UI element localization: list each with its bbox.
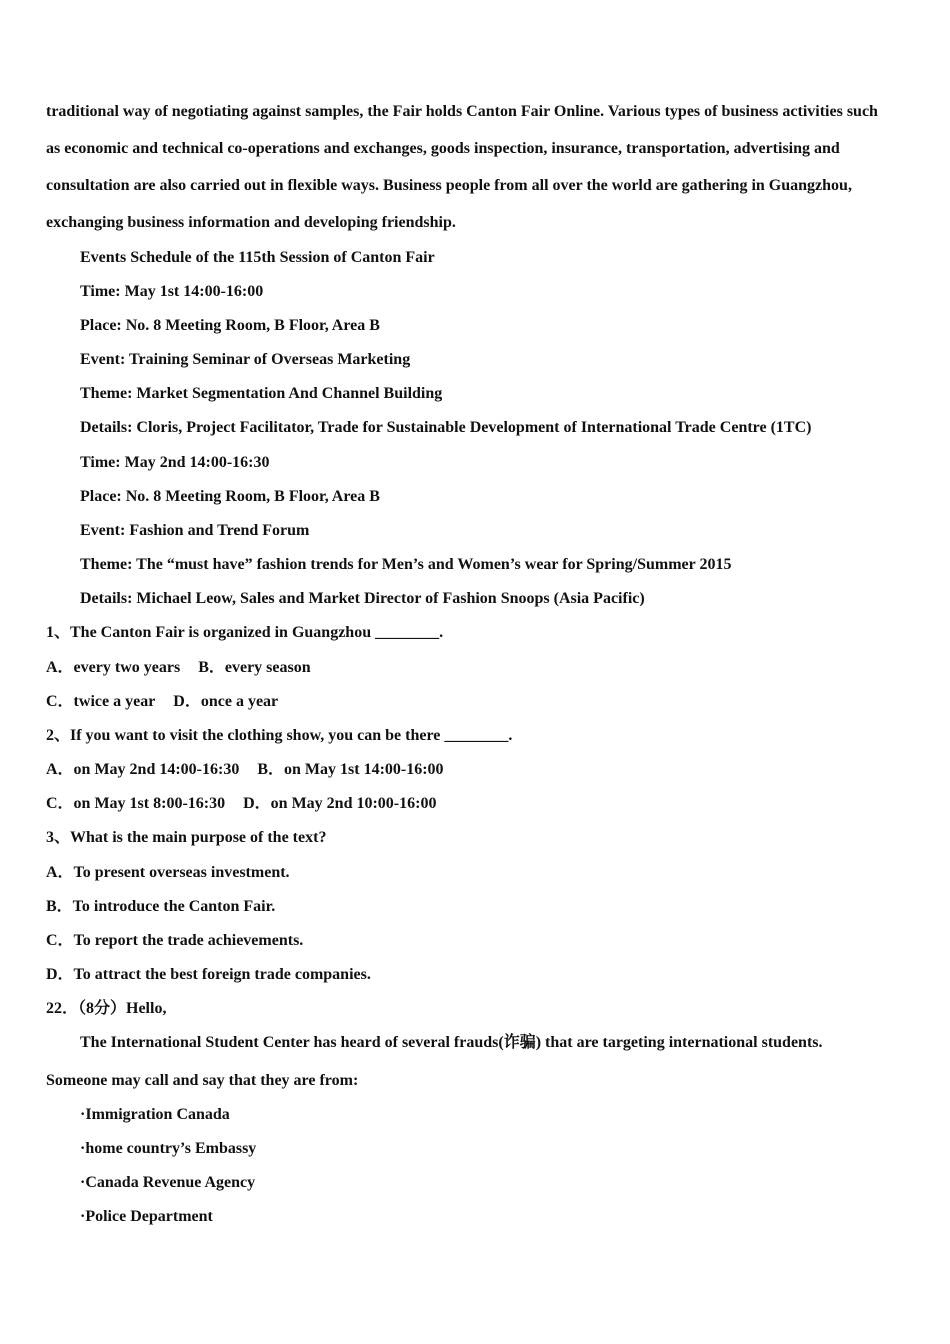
event2-theme: Theme: The “must have” fashion trends for Men’s and Women’s wear for Spring/Summer 2015 [80, 556, 732, 573]
q1-option-d: D．once a year [173, 693, 279, 710]
q2-option-a: A．on May 2nd 14:00-16:30 [46, 761, 240, 778]
schedule-title: Events Schedule of the 115th Session of Canton Fair [80, 249, 435, 266]
question-2-stem: 2、If you want to visit the clothing show, you can be there ________. [46, 727, 513, 744]
event1-place: Place: No. 8 Meeting Room, B Floor, Area B [80, 317, 380, 334]
event1-details: Details: Cloris, Project Facilitator, Trade for Sustainable Development of International Trade Centre (1TC) [80, 419, 812, 436]
list-item: ·Immigration Canada [80, 1106, 230, 1123]
event2-details: Details: Michael Leow, Sales and Market Director of Fashion Snoops (Asia Pacific) [80, 590, 645, 607]
intro-paragraph: traditional way of negotiating against samples, the Fair holds Canton Fair Online. Various types of business activities such as economic and technical co-operations and exchanges, goods inspection, insurance, transportation, advertising and consultation are also carried out in flexible ways. Business people from all over the world are gathering in Guangzhou, exchanging business information and developing friendship. [46, 103, 878, 231]
section-22-line2: Someone may call and say that they are from: [46, 1072, 359, 1089]
question-1-options-cd [46, 692, 278, 712]
event2-event: Event: Fashion and Trend Forum [80, 522, 310, 539]
question-1-options-ab [46, 658, 311, 678]
event2-place: Place: No. 8 Meeting Room, B Floor, Area B [80, 488, 380, 505]
q1-option-b: B．every season [198, 659, 311, 676]
list-item: ·Police Department [80, 1208, 213, 1225]
section-22-heading: 22．（8分）Hello, [46, 1000, 167, 1017]
q2-option-d: D．on May 2nd 10:00-16:00 [243, 795, 437, 812]
q2-option-c: C．on May 1st 8:00-16:30 [46, 795, 226, 812]
section-22-line1: The International Student Center has heard of several frauds(诈骗) that are targeting international students. [80, 1034, 823, 1051]
q3-option-d: D．To attract the best foreign trade companies. [46, 966, 371, 983]
list-item: ·home country’s Embassy [80, 1140, 257, 1157]
q3-option-b: B．To introduce the Canton Fair. [46, 898, 276, 915]
q3-option-c: C．To report the trade achievements. [46, 932, 304, 949]
question-2-options-ab [46, 760, 444, 780]
event1-event: Event: Training Seminar of Overseas Marketing [80, 351, 411, 368]
event1-theme: Theme: Market Segmentation And Channel Building [80, 385, 443, 402]
question-2-options-cd [46, 794, 436, 814]
event1-time: Time: May 1st 14:00-16:00 [80, 283, 264, 300]
event2-time: Time: May 2nd 14:00-16:30 [80, 454, 270, 471]
q3-option-a: A．To present overseas investment. [46, 864, 290, 881]
question-1-stem: 1、The Canton Fair is organized in Guangzhou ________. [46, 624, 444, 641]
q1-option-c: C．twice a year [46, 693, 156, 710]
q2-option-b: B．on May 1st 14:00-16:00 [257, 761, 444, 778]
question-3-stem: 3、What is the main purpose of the text? [46, 829, 327, 846]
q1-option-a: A．every two years [46, 659, 181, 676]
list-item: ·Canada Revenue Agency [80, 1174, 256, 1191]
